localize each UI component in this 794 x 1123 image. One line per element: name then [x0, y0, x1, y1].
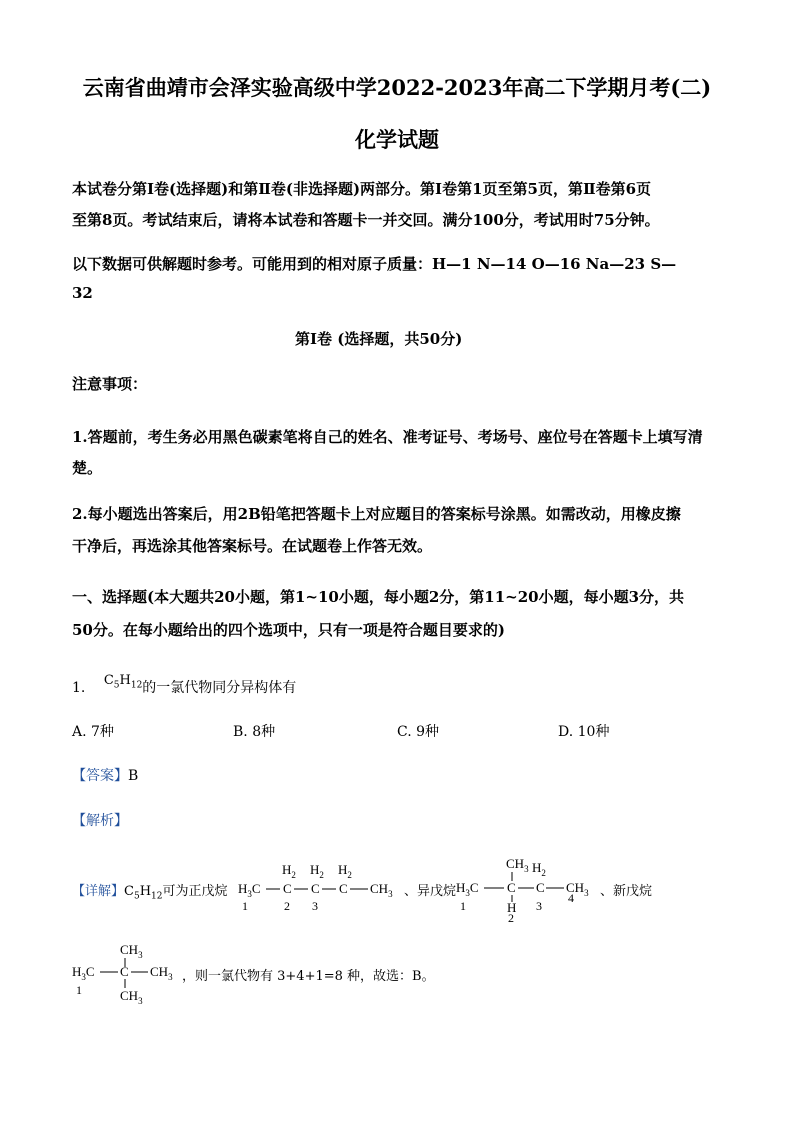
label-1: 1 [460, 899, 466, 913]
atom-c: C [339, 881, 348, 896]
atom-ch3: $CH_3$ [120, 988, 143, 1004]
atom-c: C [536, 880, 545, 895]
answer-line [72, 765, 138, 785]
label-3: 3 [536, 899, 542, 913]
question-stem: 的一氯代物同分异构体有 [142, 680, 297, 696]
atom-ch3: $CH_3$ [150, 964, 173, 982]
page-title: 云南省曲靖市会泽实验高级中学2022-2023年高二下学期月考(二) [82, 75, 712, 100]
detail-text-1: 可为正戊烷 [162, 884, 228, 899]
note-2-line-2: 干净后，再选涂其他答案标号。在试题卷上作答无效。 [72, 537, 433, 555]
note-1-line-2: 楚。 [72, 459, 103, 477]
conclusion: ，则一氯代物有 3+4+1=8 种，故选：B。 [182, 969, 435, 984]
question-number: 1. [72, 680, 86, 696]
label-1: 1 [242, 899, 248, 913]
option-a: A. 7种 [72, 724, 114, 740]
option-c: C. 9种 [397, 724, 440, 740]
label-3: 3 [312, 899, 318, 913]
atom-c: C [311, 881, 320, 896]
atom-h2: $H_2$ [282, 862, 296, 880]
answer-value: B [128, 768, 139, 784]
intro-line-4: 32 [72, 284, 93, 302]
atom-c: C [120, 964, 129, 979]
part1-line-1: 一、选择题(本大题共20小题，第1~10小题，每小题2分，第11~20小题，每小题3分，共 [72, 588, 685, 606]
atom-ch3: $CH_3$ [120, 942, 143, 960]
label-1: 1 [76, 983, 82, 997]
answer-tag: 【答案】 [72, 768, 128, 784]
neopentane-structure [72, 938, 192, 1004]
detail-formula: $C_5H_{12}$ [124, 884, 163, 902]
atom-ch3: $CH_3$ [566, 880, 589, 898]
analysis-line [72, 810, 128, 830]
analysis-tag: 【解析】 [72, 813, 128, 829]
atom-c: C [283, 881, 292, 896]
section-heading: 第Ⅰ卷 (选择题，共50分) [295, 330, 463, 348]
note-1-line-1: 1.答题前，考生务必用黑色碳素笔将自己的姓名、准考证号、考场号、座位号在答题卡上填写清 [72, 428, 703, 446]
detail-tag: 【详解】 [72, 884, 125, 899]
question-formula: $C_5H_{12}$ [103, 673, 143, 691]
atom-h3c: $H_3C$ [456, 880, 479, 898]
label-2: 2 [284, 899, 290, 913]
atom-ch3: $CH_3$ [370, 881, 393, 899]
intro-line-1: 本试卷分第Ⅰ卷(选择题)和第Ⅱ卷(非选择题)两部分。第Ⅰ卷第1页至第5页，第Ⅱ卷第6页 [72, 180, 652, 198]
atom-h2: $H_2$ [310, 862, 324, 880]
question-1 [72, 673, 297, 699]
notes-heading: 注意事项： [72, 375, 148, 393]
n-pentane-structure [238, 858, 410, 914]
intro-line-2: 至第8页。考试结束后，请将本试卷和答题卡一并交回。满分100分，考试用时75分钟。 [72, 211, 660, 229]
atom-ch3: $CH_3$ [506, 856, 529, 874]
atom-h3c: $H_3C$ [72, 964, 95, 982]
detail-text-2: 、异戊烷 [404, 884, 457, 899]
option-b: B. 8种 [233, 724, 276, 740]
detail-line [72, 880, 228, 902]
intro-line-3: 以下数据可供解题时参考。可能用到的相对原子质量：H—1 N—14 O—16 Na—23 S— [72, 255, 677, 273]
atom-h3c: $H_3C$ [238, 881, 261, 899]
atom-h2: $H_2$ [532, 860, 546, 878]
note-2-line-1: 2.每小题选出答案后，用2B铅笔把答题卡上对应题目的答案标号涂黑。如需改动，用橡皮擦 [72, 505, 681, 523]
atom-h2: $H_2$ [338, 862, 352, 880]
atom-c: C [507, 880, 516, 895]
detail-text-3: 、新戊烷 [600, 884, 653, 899]
page-subtitle: 化学试题 [355, 127, 439, 152]
atom-h: H [507, 900, 517, 915]
part1-line-2: 50分。在每小题给出的四个选项中，只有一项是符合题目要求的) [72, 621, 505, 639]
label-4: 4 [568, 891, 574, 905]
label-2: 2 [508, 911, 514, 922]
option-d: D. 10种 [558, 724, 610, 740]
